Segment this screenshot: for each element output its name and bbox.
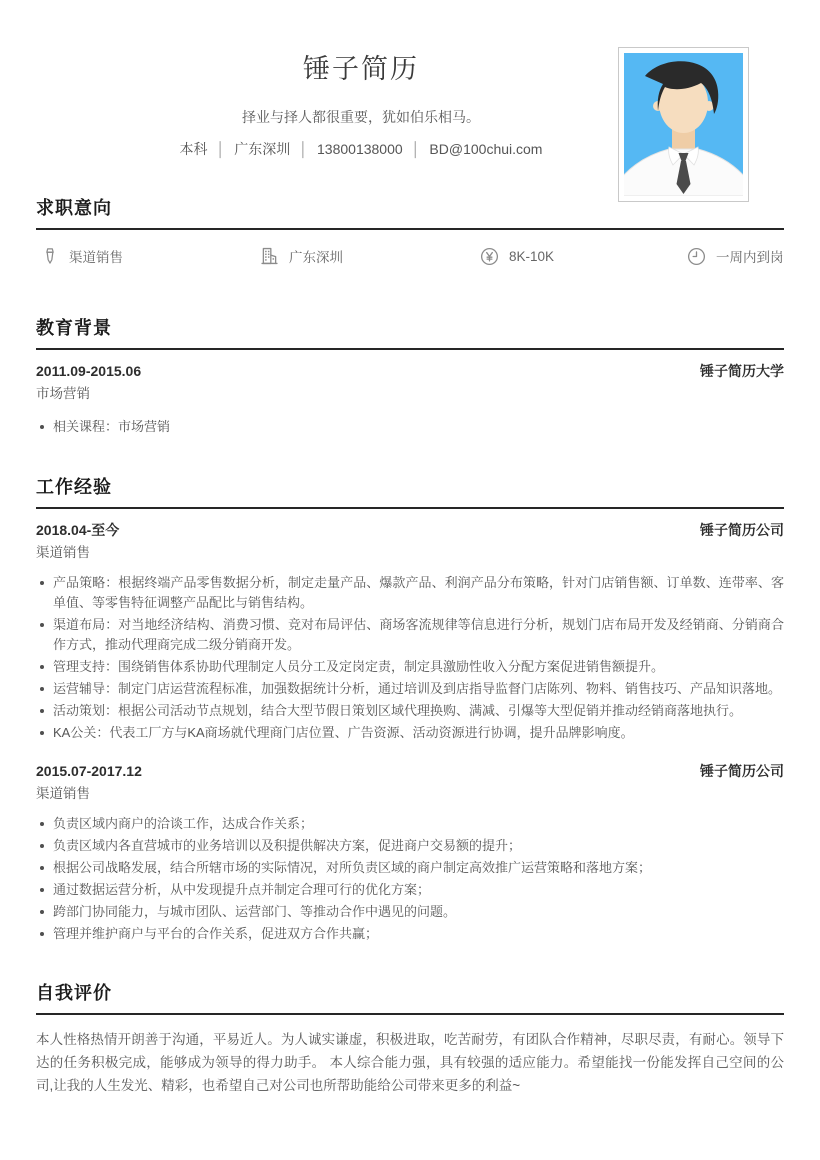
work-entry [36,522,784,743]
page-title: 锤子简历 [303,54,419,84]
work-role: 渠道销售 [36,545,90,560]
work-bullets [36,573,784,743]
bullet-item: 根据公司战略发展，结合所辖市场的实际情况，对所负责区域的商户制定高效推广运营策略和落地方案； [36,858,784,878]
separator: │ [216,141,226,157]
resume-header [36,0,784,159]
section-title-self: 自我评价 [36,983,112,1003]
yen-icon [479,246,500,267]
bullet-item: 通过数据运营分析，从中发现提升点并制定合理可行的优化方案； [36,880,784,900]
avatar-illustration [624,53,743,196]
clock-icon [686,246,707,267]
bullet-item: 运营辅导：制定门店运营流程标准，加强数据统计分析，通过培训及到店指导监督门店陈列、物料、销售技巧、产品知识落地。 [36,679,784,699]
tie-icon [40,245,60,267]
separator: │ [299,141,309,157]
contact-info-line [36,140,686,159]
bullet-item: 活动策划：根据公司活动节点规划，结合大型节假日策划区域代理换购、满减、引爆等大型促销并推动经销商落地执行。 [36,701,784,721]
bullet-item: 负责区域内商户的洽谈工作，达成合作关系； [36,814,784,834]
building-icon [259,245,280,267]
section-job-intent [36,197,784,267]
work-entry [36,763,784,944]
work-company: 锤子简历公司 [700,763,784,779]
bullet-item: 管理并维护商户与平台的合作关系，促进双方合作共赢； [36,924,784,944]
self-evaluation-paragraph: 本人性格热情开朗善于沟通，平易近人。为人诚实谦虚，积极进取，吃苦耐劳，有团队合作精神，尽职尽责，有耐心。领导下达的任务积极完成，能够成为领导的得力助手。 本人综合能力强，具有较强的适应能力。希望能找一份能发挥自己空间的公司,让我的人生发光、精彩，也希望自己对公司也所帮助能给公司带来更多的利益~ [36,1032,784,1093]
work-role: 渠道销售 [36,786,90,801]
bullet-item: 管理支持：围绕销售体系协助代理制定人员分工及定岗定责，制定具激励性收入分配方案促进销售额提升。 [36,657,784,677]
education-bullets [36,417,784,437]
section-divider [36,1013,784,1015]
intent-city-label: 广东深圳 [289,250,343,265]
section-education [36,317,784,437]
intent-availability-label: 一周内到岗 [716,250,784,265]
education-school: 锤子简历大学 [700,363,784,379]
section-work-experience [36,476,784,944]
bullet-item: 渠道布局：对当地经济结构、消费习惯、竞对布局评估、商场客流规律等信息进行分析，规划门店布局开发及经销商、分销商合作方式，推动代理商完成二级分销商开发。 [36,615,784,655]
degree-text: 本科 [179,141,208,157]
intent-item-salary [479,245,686,267]
work-company: 锤子简历公司 [700,522,784,538]
intent-item-availability [686,245,784,267]
education-major: 市场营销 [36,386,90,401]
bullet-item: 负责区域内各直营城市的业务培训以及积提供解决方案，促进商户交易额的提升； [36,836,784,856]
email-text: BD@100chui.com [429,141,543,157]
section-divider [36,348,784,350]
work-bullets [36,814,784,944]
section-title-education: 教育背景 [36,318,112,338]
education-period: 2011.09-2015.06 [36,363,142,379]
bullet-item: 产品策略：根据终端产品零售数据分析，制定走量产品、爆款产品、利润产品分布策略，针对门店销售额、订单数、连带率、客单值、等零售特征调整产品配比与销售结构。 [36,573,784,613]
work-period: 2018.04-至今 [36,522,120,538]
section-divider [36,507,784,509]
bullet-item: 相关课程：市场营销 [36,417,784,437]
section-title-intent: 求职意向 [36,198,112,218]
intent-salary-label: 8K-10K [509,248,555,264]
location-text: 广东深圳 [234,141,291,157]
work-period: 2015.07-2017.12 [36,763,142,779]
education-entry [36,363,784,437]
intent-item-position [40,245,259,267]
profile-photo [618,47,749,202]
separator: │ [411,141,421,157]
intent-items-row [36,245,784,267]
intent-position-label: 渠道销售 [69,250,123,265]
section-divider [36,228,784,230]
phone-text: 13800138000 [317,141,403,157]
motto-text: 择业与择人都很重要，犹如伯乐相马。 [242,109,480,125]
intent-item-city [259,245,479,267]
bullet-item: 跨部门协同能力，与城市团队、运营部门、等推动合作中遇见的问题。 [36,902,784,922]
section-self-evaluation [36,982,784,1097]
bullet-item: KA公关：代表工厂方与KA商场就代理商门店位置、广告资源、活动资源进行协调，提升品牌影响度。 [36,723,784,743]
section-title-work: 工作经验 [36,477,112,497]
